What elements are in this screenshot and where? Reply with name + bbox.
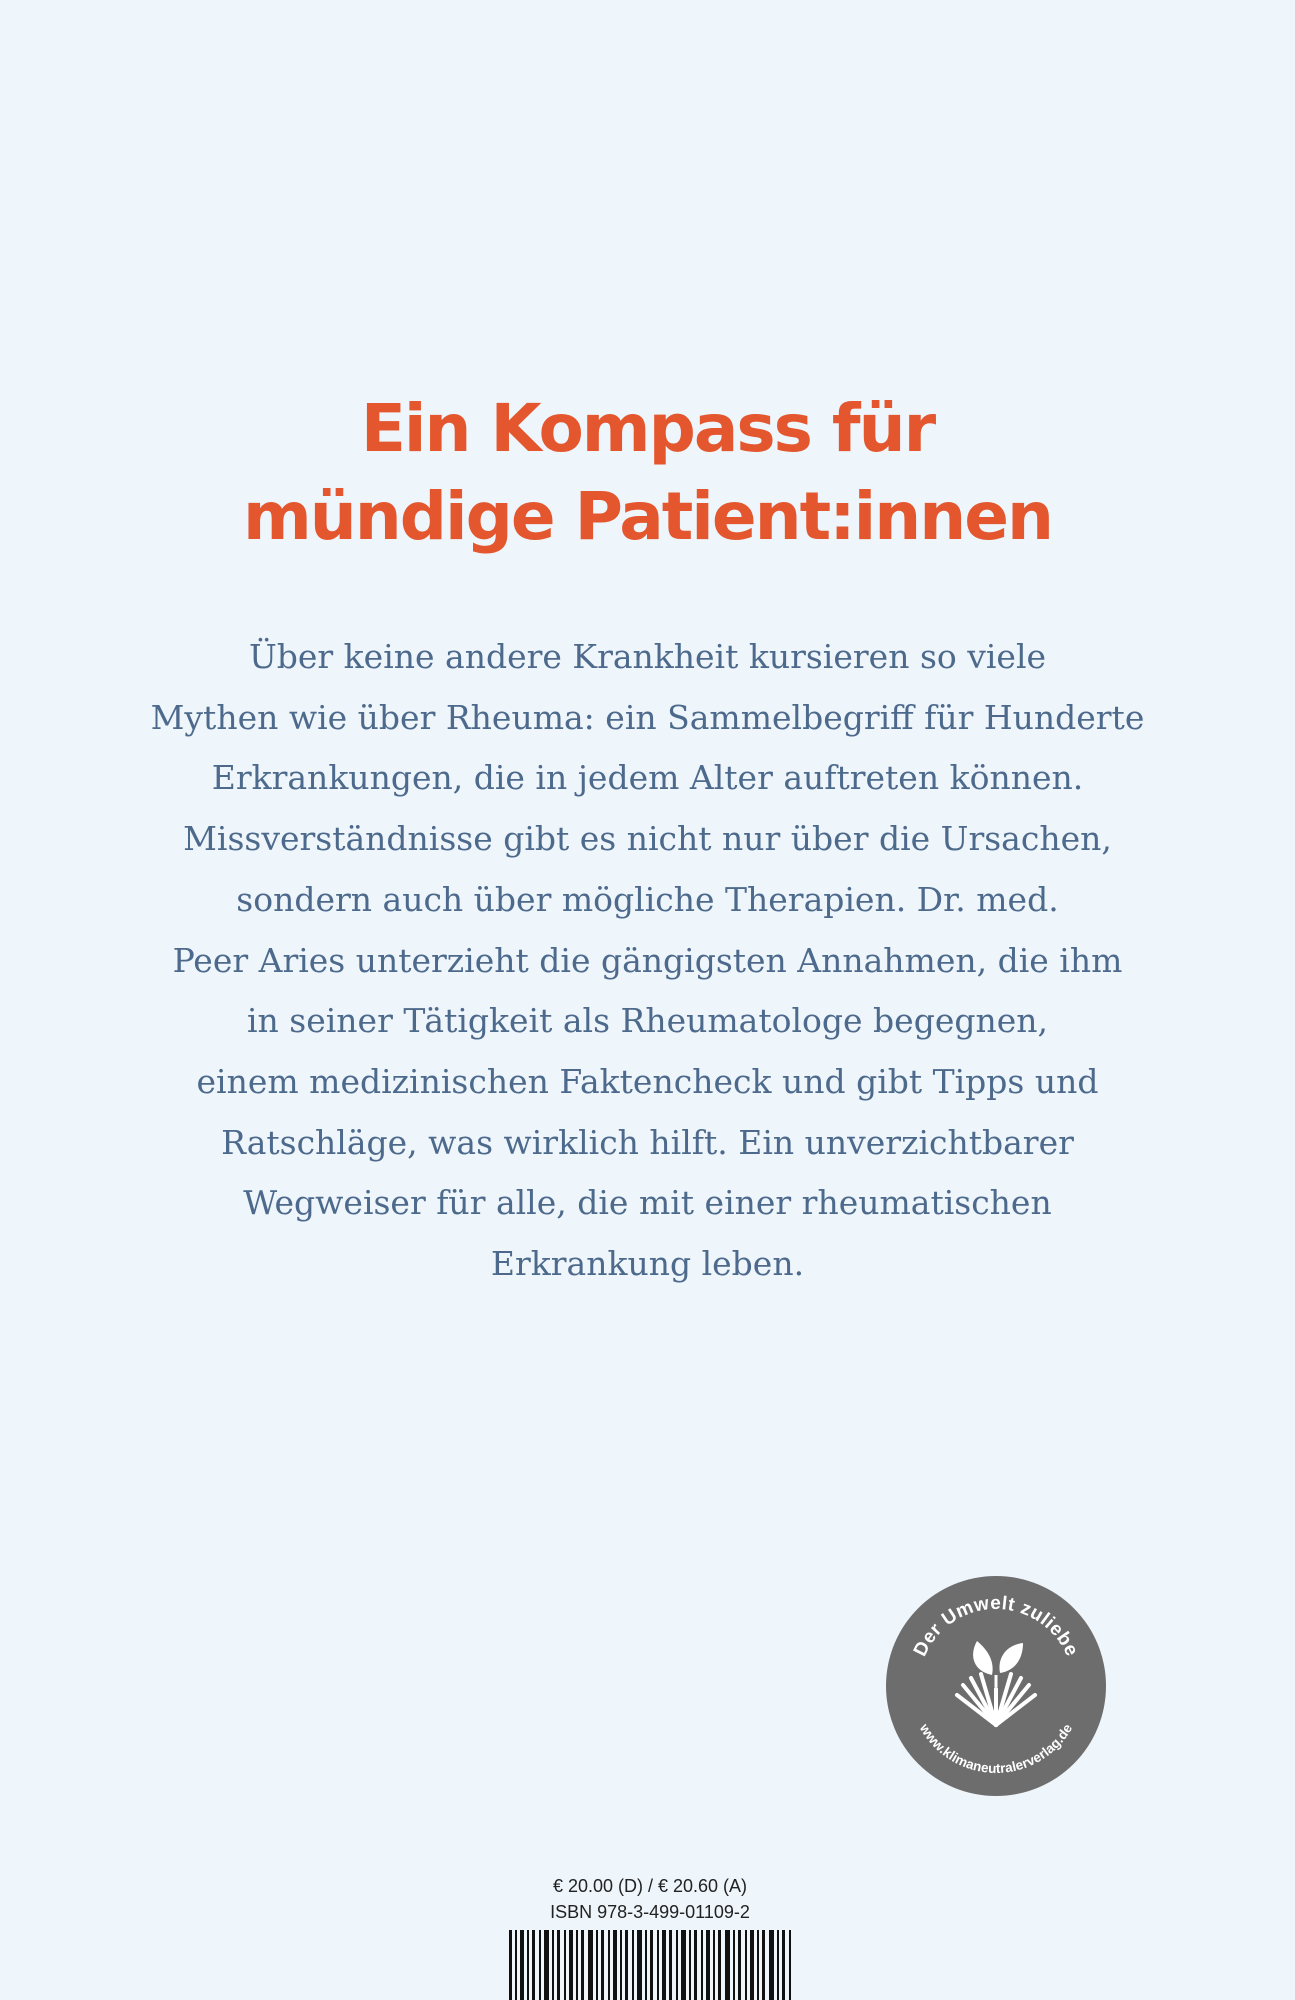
headline-line-2: mündige Patient:innen — [243, 478, 1052, 555]
blurb-line: Über keine andere Krankheit kursieren so viele — [248, 637, 1047, 676]
price-text: € 20.00 (D) / € 20.60 (A) — [552, 1876, 748, 1896]
headline-line-1: Ein Kompass für — [360, 390, 935, 467]
blurb-line: Mythen wie über Rheuma: ein Sammelbegriff für Hunderte — [150, 697, 1145, 737]
blurb-line: Erkrankung leben. — [490, 1244, 805, 1284]
blurb-text — [0, 627, 1295, 1295]
blurb-line: Peer Aries unterzieht die gängigsten Annahmen, die ihm — [172, 940, 1123, 980]
blurb-line: Erkrankungen, die in jedem Alter auftreten können. — [211, 758, 1084, 798]
blurb-line: Wegweiser für alle, die mit einer rheumatischen — [243, 1183, 1052, 1223]
seal-bottom-text: www.klimaneutralerverlag.de — [916, 1721, 1076, 1777]
isbn-text: ISBN 978-3-499-01109-2 — [550, 1902, 750, 1922]
headline — [0, 385, 1295, 561]
blurb-line: Missverständnisse gibt es nicht nur über die Ursachen, — [183, 819, 1112, 859]
climate-neutral-seal — [885, 1575, 1107, 1797]
blurb-line: Ratschläge, was wirklich hilft. Ein unverzichtbarer — [221, 1122, 1074, 1162]
blurb-line: einem medizinischen Faktencheck und gibt Tipps und — [196, 1061, 1099, 1101]
blurb-line: sondern auch über mögliche Therapien. Dr. med. — [236, 879, 1059, 919]
seal-top-text: Der Umwelt zuliebe — [909, 1593, 1083, 1660]
blurb-line: in seiner Tätigkeit als Rheumatologe begegnen, — [246, 1001, 1049, 1041]
price-block — [505, 1873, 795, 1925]
barcode — [509, 1930, 799, 2000]
